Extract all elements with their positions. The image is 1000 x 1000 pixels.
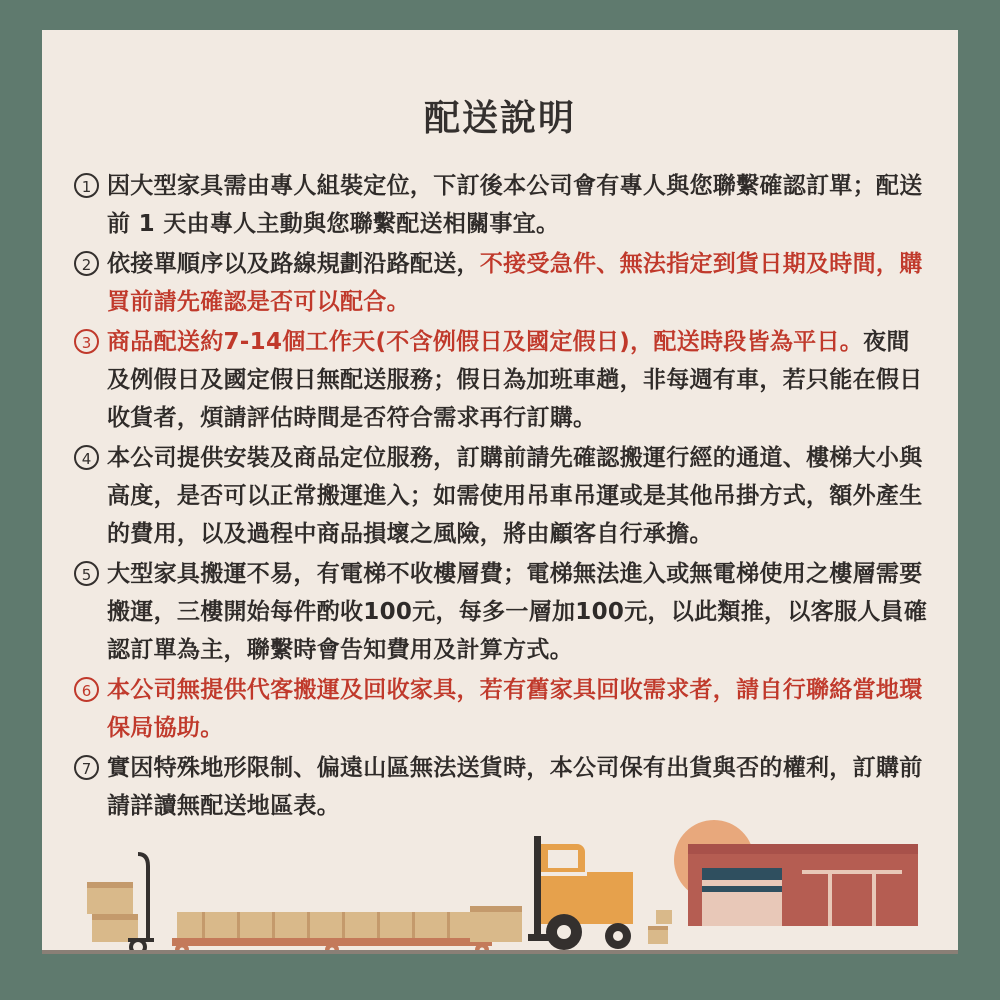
list-item bbox=[74, 323, 932, 437]
text-segment-highlight: 不接受急件、無法指定到貨日期及時間，購買前請先確認是否可以配合。 bbox=[107, 251, 923, 315]
list-item-text bbox=[107, 671, 932, 747]
list-item-text bbox=[107, 245, 932, 321]
list-item-text bbox=[107, 555, 932, 669]
hand-truck-icon bbox=[87, 854, 154, 954]
forklift-icon bbox=[470, 836, 633, 950]
list-item bbox=[74, 671, 932, 747]
list-item-text bbox=[107, 167, 932, 243]
text-segment: 大型家具搬運不易，有電梯不收樓層費；電梯無法進入或無電梯使用之樓層需要搬運，三樓開始每件酌收100元，每多一層加100元，以此類推，以客服人員確認訂單為主，聯繫時會告知費用及計算方式。 bbox=[107, 561, 928, 663]
delivery-terms-list bbox=[74, 167, 932, 825]
text-segment: 本公司提供安裝及商品定位服務，訂購前請先確認搬運行經的通道、樓梯大小與高度，是否可以正常搬運進入；如需使用吊車吊運或是其他吊掛方式，額外產生的費用，以及過程中商品損壞之風險，將由顧客自行承擔。 bbox=[107, 445, 923, 547]
text-segment-highlight: 本公司無提供代客搬運及回收家具，若有舊家具回收需求者，請自行聯絡當地環保局協助。 bbox=[107, 677, 923, 741]
text-segment: 夜間及例假日及國定假日無配送服務；假日為加班車趟，非每週有車，若只能在假日收貨者，煩請評估時間是否符合需求再行訂購。 bbox=[107, 329, 923, 431]
list-item bbox=[74, 167, 932, 243]
warehouse-icon bbox=[688, 844, 918, 926]
list-item-number: 3 bbox=[74, 329, 99, 354]
page-title: 配送說明 bbox=[423, 98, 576, 139]
list-item-text bbox=[107, 323, 932, 437]
list-item-number: 1 bbox=[74, 173, 99, 198]
list-item-number: 6 bbox=[74, 677, 99, 702]
ground-line bbox=[42, 950, 958, 954]
list-item bbox=[74, 439, 932, 553]
list-item-number: 4 bbox=[74, 445, 99, 470]
text-segment: 因大型家具需由專人組裝定位，下訂後本公司會有專人與您聯繫確認訂單；配送前 1 天由專人主動與您聯繫配送相關事宜。 bbox=[107, 173, 923, 237]
delivery-info-card bbox=[42, 30, 958, 954]
list-item-text bbox=[107, 439, 932, 553]
logistics-illustration bbox=[42, 814, 958, 954]
list-item-number: 5 bbox=[74, 561, 99, 586]
boxes-icon bbox=[648, 910, 672, 944]
text-segment: 依接單順序以及路線規劃沿路配送， bbox=[107, 251, 480, 277]
conveyor-belt-icon bbox=[172, 912, 492, 954]
text-segment: 實因特殊地形限制、偏遠山區無法送貨時，本公司保有出貨與否的權利，訂購前請詳讀無配送地區表。 bbox=[107, 755, 923, 819]
list-item-number: 2 bbox=[74, 251, 99, 276]
text-segment-highlight: 商品配送約7-14個工作天(不含例假日及國定假日)，配送時段皆為平日。 bbox=[107, 329, 864, 355]
list-item-number: 7 bbox=[74, 755, 99, 780]
list-item bbox=[74, 555, 932, 669]
list-item bbox=[74, 245, 932, 321]
